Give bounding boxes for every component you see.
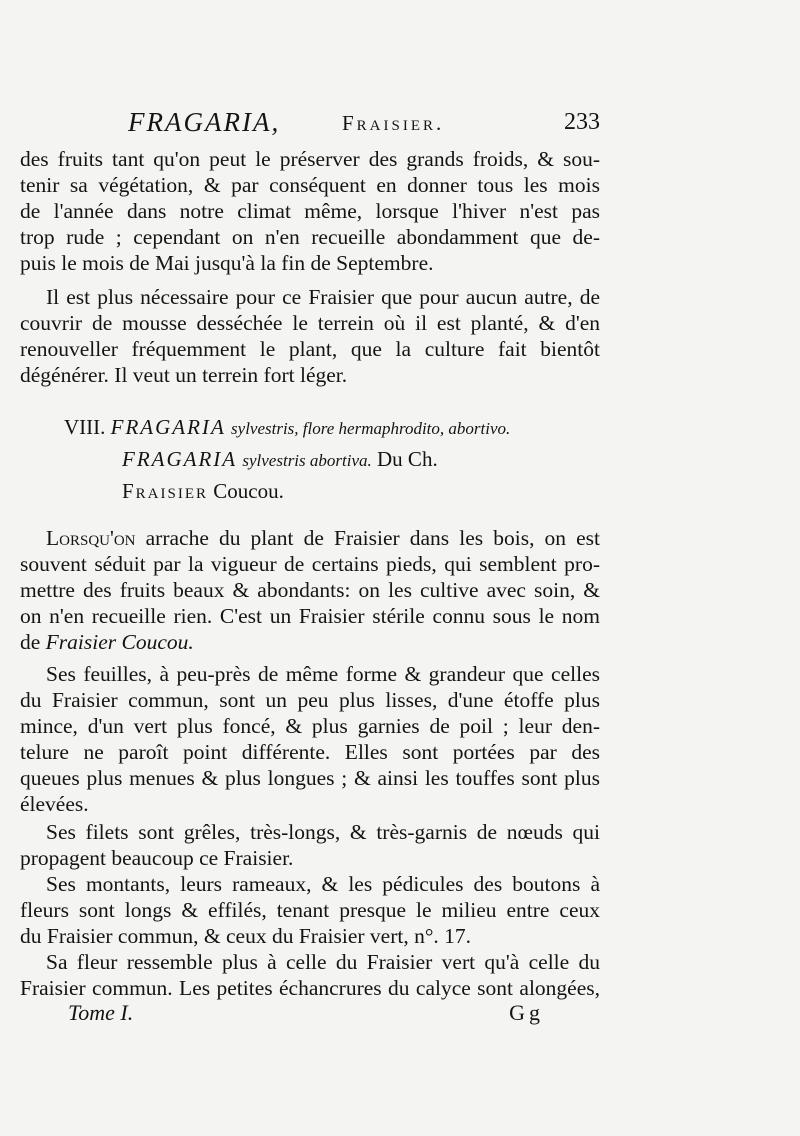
text-fragment: arrache du plant de Fraisier dans les bois, on est [145, 526, 601, 550]
header-common-name: Fraisier. [342, 111, 445, 135]
text-line [20, 629, 600, 655]
text-line: souvent séduit par la vigueur de certains pieds, qui semblent pro- [20, 552, 600, 576]
italic-name: Fraisier Coucou. [45, 630, 194, 654]
text-line: trop rude ; cependant on n'en recueille abondamment que de- [20, 225, 600, 249]
paragraph-culture [20, 284, 600, 388]
entry-author: Du Ch. [377, 447, 438, 471]
entry-numeral: VIII. [64, 415, 106, 439]
volume-label: Tome I. [68, 1000, 134, 1025]
text-line: des fruits tant qu'on peut le préserver des grands froids, & sou- [20, 147, 600, 171]
entry-heading-line2 [122, 447, 438, 472]
text-line: on n'en recueille rien. C'est un Fraisier stérile connu sous le nom [20, 604, 600, 628]
text-line: mince, d'un vert plus foncé, & plus garnies de poil ; leur den- [20, 714, 600, 738]
signature-mark: Gg [509, 1000, 544, 1025]
paragraph-leaves [20, 661, 600, 817]
paragraph-description [20, 525, 600, 655]
page-number: 233 [564, 109, 600, 135]
text-line: Fraisier commun. Les petites échancrures du calyce sont alongées, [20, 976, 600, 1000]
paragraph-continued [20, 146, 600, 276]
text-line: Ses filets sont grêles, très-longs, & très-garnis de nœuds qui [46, 820, 600, 844]
text-line: Ses feuilles, à peu-près de même forme & grandeur que celles [46, 662, 600, 686]
entry-common-name: Fraisier [122, 479, 209, 503]
text-line: dégénérer. Il veut un terrein fort léger. [20, 363, 348, 387]
text-line: Ses montants, leurs rameaux, & les pédicules des boutons à [46, 872, 600, 896]
entry-genus: FRAGARIA [110, 415, 226, 439]
text-line: tenir sa végétation, & par conséquent en donner tous les mois [20, 173, 600, 197]
lead-caps: Lorsqu'on [46, 526, 136, 550]
text-line: du Fraisier commun, sont un peu plus lisses, d'une étoffe plus [20, 688, 600, 712]
text-line: queues plus menues & plus longues ; & ainsi les touffes sont plus [20, 766, 600, 790]
text-line: telure ne paroît point différente. Elles sont portées par des [20, 740, 600, 764]
text-line: Sa fleur ressemble plus à celle du Fraisier vert qu'à celle du [46, 950, 600, 974]
paragraph-runners [20, 819, 600, 871]
entry-heading-line3 [122, 479, 284, 504]
entry-common-name-rest: Coucou. [213, 479, 284, 503]
page-footer [68, 1000, 544, 1030]
header-genus: FRAGARIA, [128, 107, 281, 137]
entry-heading-line1 [64, 415, 510, 440]
paragraph-flower [20, 949, 600, 1001]
text-line: couvrir de mousse desséchée le terrein où il est planté, & d'en [20, 311, 600, 335]
text-line: Il est plus nécessaire pour ce Fraisier que pour aucun autre, de [46, 285, 600, 309]
text-line: élevées. [20, 792, 89, 816]
running-header [128, 107, 600, 141]
entry-genus: FRAGARIA [122, 447, 238, 471]
entry-description: sylvestris, flore hermaphrodito, abortivo. [231, 419, 511, 438]
text-line: mettre des fruits beaux & abondants: on les cultive avec soin, & [20, 578, 600, 602]
text-line: fleurs sont longs & effilés, tenant presque le milieu entre ceux [20, 898, 600, 922]
text-fragment: de [20, 630, 41, 654]
text-line: renouveller fréquemment le plant, que la culture fait bientôt [20, 337, 600, 361]
paragraph-stems [20, 871, 600, 949]
text-line [20, 525, 600, 551]
entry-synonym: sylvestris abortiva. [242, 451, 372, 470]
text-line: propagent beaucoup ce Fraisier. [20, 846, 294, 870]
text-line: puis le mois de Mai jusqu'à la fin de Septembre. [20, 251, 434, 275]
text-line: du Fraisier commun, & ceux du Fraisier vert, n°. 17. [20, 924, 472, 948]
text-line: de l'année dans notre climat même, lorsque l'hiver n'est pas [20, 199, 600, 223]
